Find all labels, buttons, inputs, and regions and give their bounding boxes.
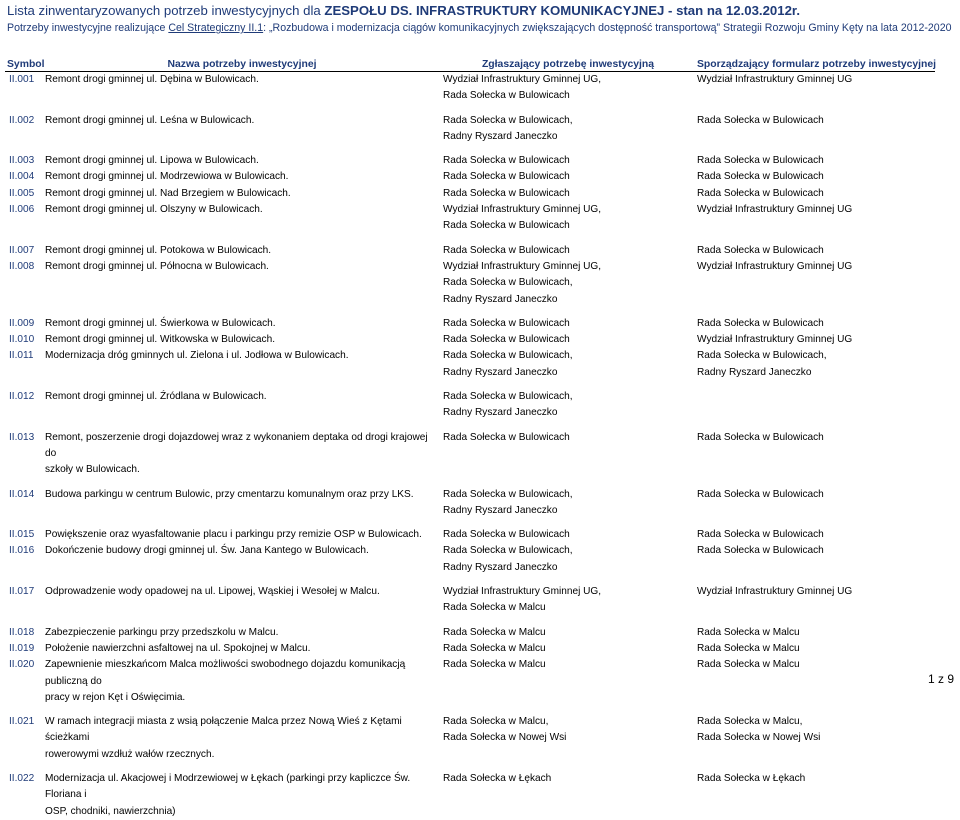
col-header-reporter: Zgłaszający potrzebę inwestycyjną xyxy=(481,59,655,70)
table-row xyxy=(5,487,935,520)
cell-symbol: II.018 xyxy=(9,626,35,638)
table-row xyxy=(5,584,935,617)
cell-preparer: Rada Sołecka w Malcu xyxy=(697,659,800,671)
cell-need-name: Powiększenie oraz wyasfaltowanie placu i parkingu przy remizie OSP w Bulowicach. xyxy=(45,529,422,541)
cell-reporter: Rada Sołecka w Bulowicach xyxy=(443,529,570,541)
cell-symbol: II.005 xyxy=(9,187,35,199)
table-row xyxy=(5,169,935,185)
row-spacer xyxy=(5,422,935,430)
cell-preparer: Wydział Infrastruktury Gminnej UG xyxy=(697,74,853,85)
table-row xyxy=(5,348,935,381)
cell-symbol: II.003 xyxy=(9,155,35,167)
page-number: 1 z 9 xyxy=(927,672,954,686)
cell-need-name: Remont drogi gminnej ul. Potokowa w Bulowicach. xyxy=(45,244,272,256)
cell-need-name: Remont drogi gminnej ul. Olszyny w Bulowicach. xyxy=(45,204,263,216)
cell-need-name: Remont drogi gminnej ul. Witkowska w Bulowicach. xyxy=(45,334,276,346)
cell-reporter: Wydział Infrastruktury Gminnej UG, Rada Sołecka w Bulowicach xyxy=(443,74,602,102)
cell-need-name: Położenie nawierzchni asfaltowej na ul. Spokojnej w Malcu. xyxy=(45,642,311,654)
table-row xyxy=(5,72,935,105)
table-row xyxy=(5,202,935,235)
cell-symbol: II.006 xyxy=(9,204,35,216)
cell-reporter: Rada Sołecka w Bulowicach xyxy=(443,155,570,167)
table-row xyxy=(5,527,935,543)
cell-preparer: Wydział Infrastruktury Gminnej UG xyxy=(697,204,853,216)
cell-preparer: Rada Sołecka w Bulowicach xyxy=(697,114,824,126)
table-row xyxy=(5,243,935,259)
cell-preparer: Rada Sołecka w Bulowicach xyxy=(697,545,824,557)
cell-reporter: Rada Sołecka w Bulowicach xyxy=(443,431,570,443)
table-body xyxy=(5,72,935,820)
document-title-bold: ZESPOŁU DS. INFRASTRUKTURY KOMUNIKACYJNEJ - stan na 12.03.2012r. xyxy=(324,3,800,18)
cell-preparer: Rada Sołecka w Bulowicach xyxy=(697,244,824,256)
cell-symbol: II.001 xyxy=(9,74,35,85)
cell-symbol: II.013 xyxy=(9,431,35,443)
row-spacer xyxy=(5,105,935,113)
cell-reporter: Wydział Infrastruktury Gminnej UG, Rada Sołecka w Bulowicach, Radny Ryszard Janeczko xyxy=(443,260,602,305)
table-row xyxy=(5,641,935,657)
row-spacer xyxy=(5,235,935,243)
investment-needs-table xyxy=(5,57,935,820)
table-row xyxy=(5,316,935,332)
cell-reporter: Rada Sołecka w Bulowicach xyxy=(443,317,570,329)
col-header-symbol: Symbol xyxy=(7,59,45,70)
cell-reporter: Rada Sołecka w Malcu xyxy=(443,626,546,638)
cell-reporter: Rada Sołecka w Bulowicach xyxy=(443,244,570,256)
cell-reporter: Wydział Infrastruktury Gminnej UG, Rada Sołecka w Malcu xyxy=(443,586,602,614)
cell-reporter: Rada Sołecka w Bulowicach, Radny Ryszard Janeczko xyxy=(443,350,573,378)
cell-preparer: Rada Sołecka w Łękach xyxy=(697,772,806,784)
table-row xyxy=(5,657,935,706)
cell-preparer: Wydział Infrastruktury Gminnej UG xyxy=(697,586,853,598)
cell-reporter: Rada Sołecka w Bulowicach xyxy=(443,187,570,199)
cell-need-name: W ramach integracji miasta z wsią połączenie Malca przez Nową Wieś z Kętami ścieżkami rowerowymi wzdłuż wałów rzecznych. xyxy=(45,716,402,760)
cell-symbol: II.009 xyxy=(9,317,35,329)
cell-need-name: Remont drogi gminnej ul. Lipowa w Bulowicach. xyxy=(45,155,259,167)
table-row xyxy=(5,430,935,479)
cell-preparer: Rada Sołecka w Malcu xyxy=(697,642,800,654)
row-spacer xyxy=(5,479,935,487)
col-header-preparer: Sporządzający formularz potrzeby inwestycyjnej xyxy=(697,59,937,70)
cell-symbol: II.022 xyxy=(9,772,35,784)
cell-reporter: Wydział Infrastruktury Gminnej UG, Rada Sołecka w Bulowicach xyxy=(443,204,602,232)
cell-need-name: Remont drogi gminnej ul. Północna w Bulowicach. xyxy=(45,260,269,272)
cell-preparer: Rada Sołecka w Bulowicach xyxy=(697,529,824,541)
cell-symbol: II.002 xyxy=(9,114,35,126)
cell-preparer: Wydział Infrastruktury Gminnej UG xyxy=(697,260,853,272)
cell-reporter: Rada Sołecka w Malcu xyxy=(443,642,546,654)
cell-symbol: II.008 xyxy=(9,260,35,272)
cell-preparer: Rada Sołecka w Bulowicach, Radny Ryszard Janeczko xyxy=(697,350,827,378)
cell-symbol: II.017 xyxy=(9,586,35,598)
cell-reporter: Rada Sołecka w Bulowicach, Radny Ryszard Janeczko xyxy=(443,545,573,573)
cell-need-name: Odprowadzenie wody opadowej na ul. Lipowej, Wąskiej i Wesołej w Malcu. xyxy=(45,586,380,598)
cell-preparer: Rada Sołecka w Bulowicach xyxy=(697,187,824,199)
row-spacer xyxy=(5,308,935,316)
cell-need-name: Remont drogi gminnej ul. Nad Brzegiem w Bulowicach. xyxy=(45,187,291,199)
row-spacer xyxy=(5,706,935,714)
cell-symbol: II.019 xyxy=(9,642,35,654)
cell-reporter: Rada Sołecka w Bulowicach, Radny Ryszard Janeczko xyxy=(443,488,573,516)
row-spacer xyxy=(5,576,935,584)
table-row xyxy=(5,389,935,422)
cell-symbol: II.012 xyxy=(9,391,35,403)
cell-reporter: Rada Sołecka w Malcu xyxy=(443,659,546,671)
cell-need-name: Budowa parkingu w centrum Bulowic, przy cmentarzu komunalnym oraz przy LKS. xyxy=(45,488,414,500)
cell-need-name: Dokończenie budowy drogi gminnej ul. Św. Jana Kantego w Bulowicach. xyxy=(45,545,369,557)
table-header-row xyxy=(5,57,935,72)
cell-symbol: II.016 xyxy=(9,545,35,557)
cell-symbol: II.021 xyxy=(9,716,35,728)
table-row xyxy=(5,543,935,576)
table-row xyxy=(5,259,935,308)
cell-preparer: Rada Sołecka w Bulowicach xyxy=(697,488,824,500)
cell-symbol: II.004 xyxy=(9,171,35,183)
cell-symbol: II.011 xyxy=(9,350,34,362)
strategic-goal-link[interactable]: Cel Strategiczny II.1 xyxy=(168,22,264,34)
cell-preparer: Rada Sołecka w Malcu, Rada Sołecka w Nowej Wsi xyxy=(697,716,821,744)
cell-preparer: Rada Sołecka w Bulowicach xyxy=(697,431,824,443)
table-row xyxy=(5,113,935,146)
cell-preparer: Rada Sołecka w Bulowicach xyxy=(697,171,824,183)
cell-need-name: Remont drogi gminnej ul. Leśna w Bulowicach. xyxy=(45,114,255,126)
table-row xyxy=(5,332,935,348)
cell-need-name: Remont drogi gminnej ul. Modrzewiowa w Bulowicach. xyxy=(45,171,289,183)
table-row xyxy=(5,186,935,202)
cell-symbol: II.014 xyxy=(9,488,35,500)
document-title: Lista zinwentaryzowanych potrzeb inwestycyjnych dla ZESPOŁU DS. INFRASTRUKTURY KOMUNIKACYJNEJ - stan na 12.03.2012r. xyxy=(7,3,800,18)
cell-preparer xyxy=(695,389,935,422)
table-row xyxy=(5,714,935,763)
col-header-name: Nazwa potrzeby inwestycyjnej xyxy=(167,59,317,70)
cell-preparer: Rada Sołecka w Malcu xyxy=(697,626,800,638)
cell-need-name: Zapewnienie mieszkańcom Malca możliwości swobodnego dojazdu komunikacją publiczną do pracy w rejon Kęt i Oświęcimia. xyxy=(45,659,406,703)
table-row xyxy=(5,625,935,641)
document-subtitle: Potrzeby inwestycyjne realizujące Cel Strategiczny II.1: „Rozbudowa i modernizacja ciągów komunikacyjnych zwiększających dostępność transportową” Strategii Rozwoju Gminy Kęty na lata 2012-2020 xyxy=(7,22,952,34)
cell-reporter: Rada Sołecka w Łękach xyxy=(443,772,552,784)
cell-reporter: Rada Sołecka w Bulowicach, Radny Ryszard Janeczko xyxy=(443,391,573,419)
cell-reporter: Rada Sołecka w Bulowicach xyxy=(443,171,570,183)
table-row xyxy=(5,771,935,820)
cell-preparer: Wydział Infrastruktury Gminnej UG xyxy=(697,334,853,346)
cell-need-name: Remont, poszerzenie drogi dojazdowej wraz z wykonaniem deptaka od drogi krajowej do szkoły w Bulowicach. xyxy=(45,431,428,476)
row-spacer xyxy=(5,145,935,153)
cell-need-name: Zabezpieczenie parkingu przy przedszkolu w Malcu. xyxy=(45,626,279,638)
cell-reporter: Rada Sołecka w Bulowicach xyxy=(443,334,570,346)
cell-reporter: Rada Sołecka w Malcu, Rada Sołecka w Nowej Wsi xyxy=(443,716,567,744)
row-spacer xyxy=(5,381,935,389)
cell-need-name: Remont drogi gminnej ul. Źródlana w Bulowicach. xyxy=(45,391,267,403)
row-spacer xyxy=(5,617,935,625)
row-spacer xyxy=(5,763,935,771)
cell-symbol: II.007 xyxy=(9,244,35,256)
cell-need-name: Remont drogi gminnej ul. Dębina w Bulowicach. xyxy=(45,74,259,85)
cell-reporter: Rada Sołecka w Bulowicach, Radny Ryszard Janeczko xyxy=(443,114,573,142)
row-spacer xyxy=(5,519,935,527)
cell-symbol: II.010 xyxy=(9,334,35,346)
table-row xyxy=(5,153,935,169)
cell-preparer: Rada Sołecka w Bulowicach xyxy=(697,317,824,329)
cell-need-name: Remont drogi gminnej ul. Świerkowa w Bulowicach. xyxy=(45,317,276,329)
cell-symbol: II.015 xyxy=(9,529,35,541)
cell-preparer: Rada Sołecka w Bulowicach xyxy=(697,155,824,167)
cell-symbol: II.020 xyxy=(9,659,35,671)
cell-need-name: Modernizacja ul. Akacjowej i Modrzewiowej w Łękach (parkingi przy kapliczce Św. Floriana i OSP, chodniki, nawierzchnia) xyxy=(45,772,411,817)
cell-need-name: Modernizacja dróg gminnych ul. Zielona i ul. Jodłowa w Bulowicach. xyxy=(45,350,349,362)
